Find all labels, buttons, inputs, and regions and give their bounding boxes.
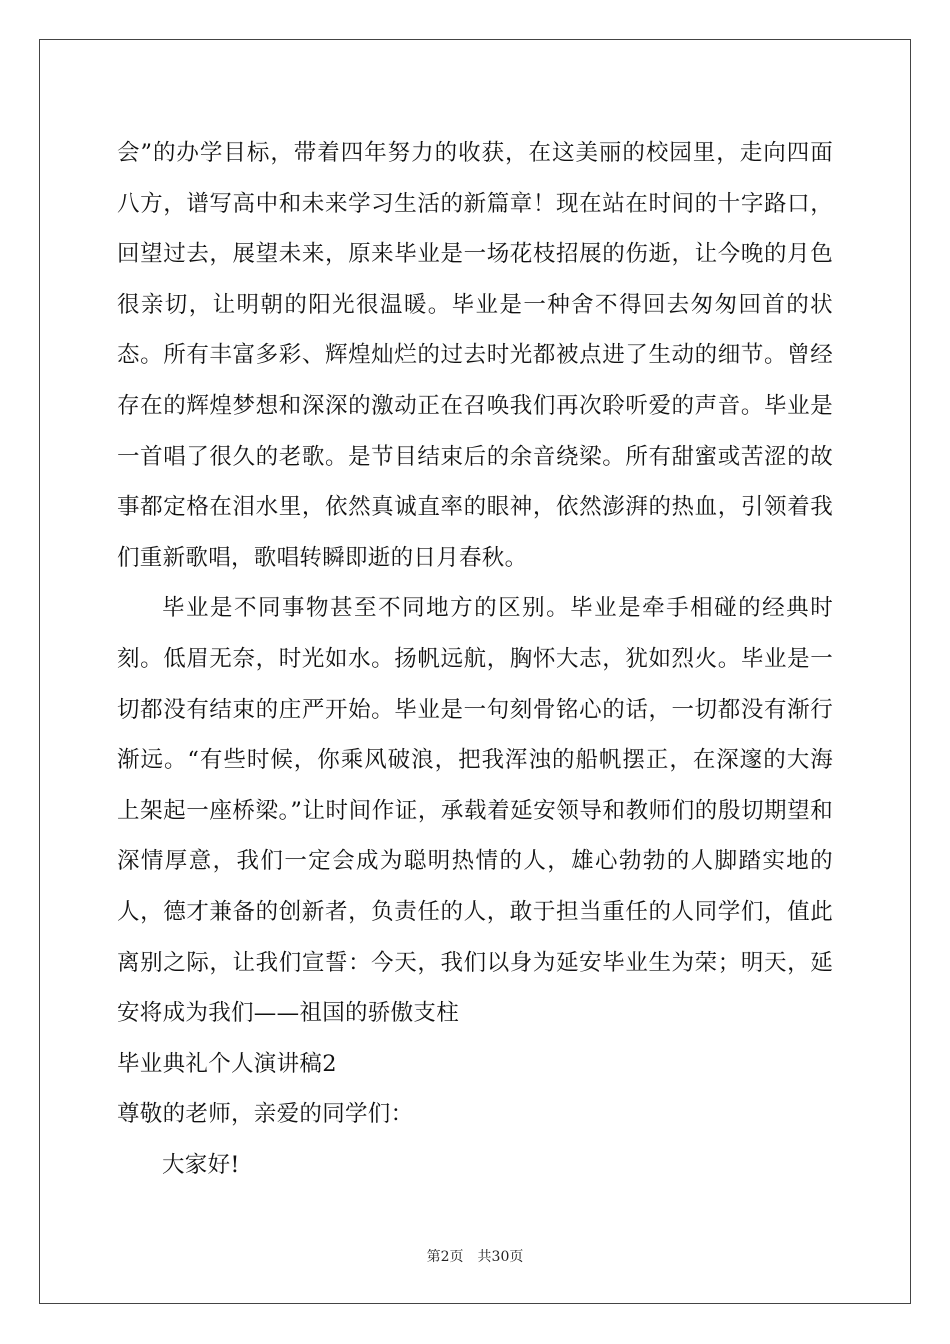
paragraph-1: 会”的办学目标，带着四年努力的收获，在这美丽的校园里，走向四面八方，谱写高中和未来学习生活的新篇章！现在站在时间的十字路口，回望过去，展望未来，原来毕业是一场花枝招展的伤逝，让今晚的月色很亲切，让明朝的阳光很温暖。毕业是一种舍不得回去匆匆回首的状态。所有丰富多彩、辉煌灿烂的过去时光都被点进了生动的细节。曾经存在的辉煌梦想和深深的激动正在召唤我们再次聆听爱的声音。毕业是一首唱了很久的老歌。是节目结束后的余音绕梁。所有甜蜜或苦涩的故事都定格在泪水里，依然真诚直率的眼神，依然澎湃的热血，引领着我们重新歌唱，歌唱转瞬即逝的日月春秋。 bbox=[117, 140, 833, 571]
document-body bbox=[117, 128, 833, 1190]
page-number: 第2页 共30页 bbox=[426, 1249, 524, 1265]
paragraph-2: 毕业是不同事物甚至不同地方的区别。毕业是牵手相碰的经典时刻。低眉无奈，时光如水。扬帆远航，胸怀大志，犹如烈火。毕业是一切都没有结束的庄严开始。毕业是一句刻骨铭心的话，一切都没有渐行渐远。“有些时候，你乘风破浪，把我浑浊的船帆摆正，在深邃的大海上架起一座桥梁。”让时间作证，承载着延安领导和教师们的殷切期望和深情厚意，我们一定会成为聪明热情的人，雄心勃勃的人脚踏实地的人，德才兼备的创新者，负责任的人，敢于担当重任的人同学们，值此离别之际，让我们宣誓：今天，我们以身为延安毕业生为荣；明天，延安将成为我们——祖国的骄傲支柱 bbox=[117, 595, 833, 1027]
greeting: 大家好! bbox=[162, 1151, 240, 1178]
section-title: 毕业典礼个人演讲稿2 bbox=[117, 1050, 337, 1077]
page-footer bbox=[0, 1246, 950, 1266]
salutation: 尊敬的老师，亲爱的同学们： bbox=[117, 1101, 414, 1128]
